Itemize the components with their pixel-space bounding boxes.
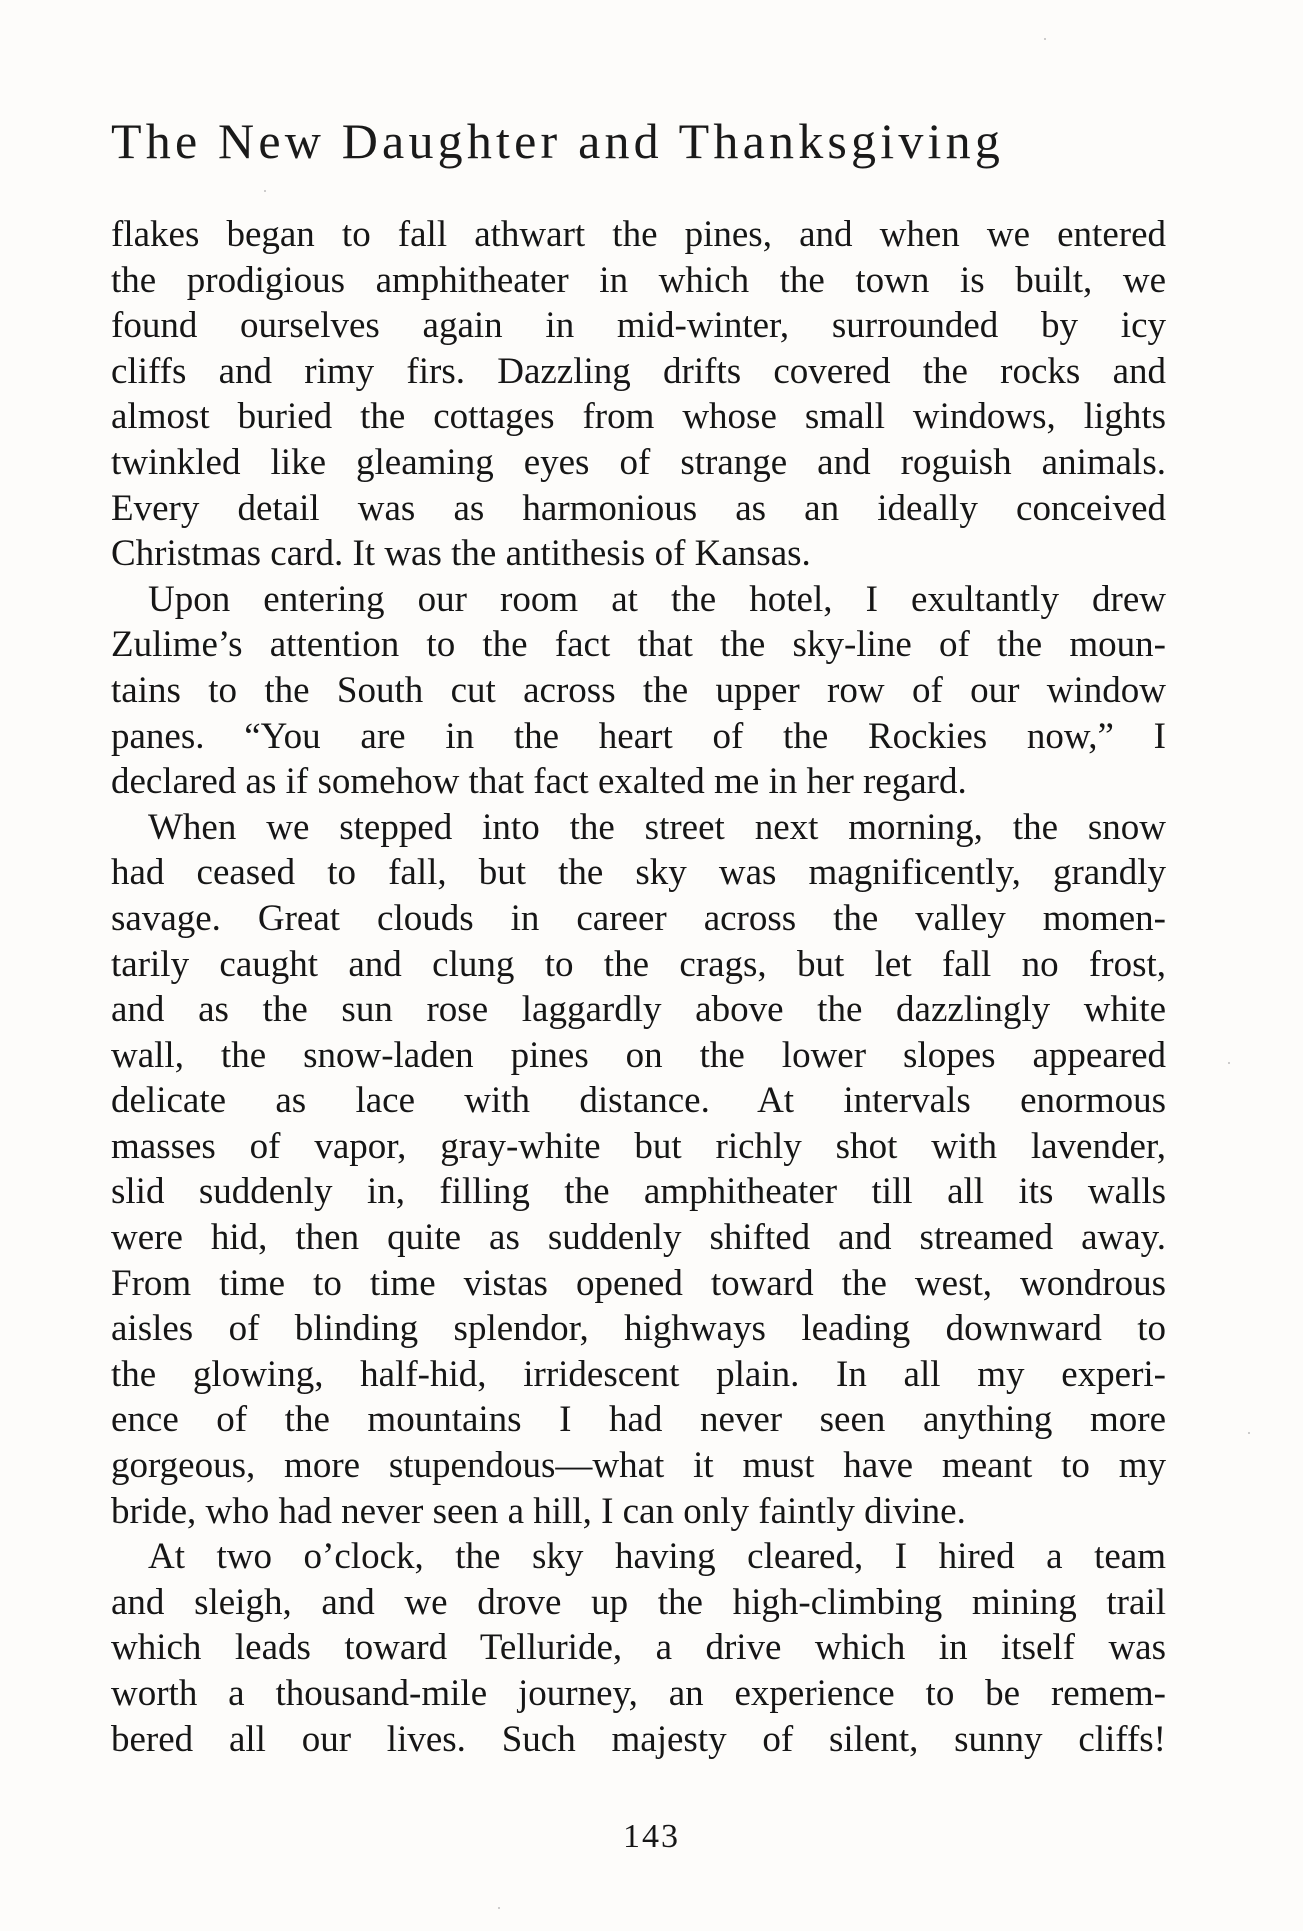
text-line: the prodigious amphitheater in which the town is built, we xyxy=(111,259,1166,301)
text-line: and as the sun rose laggardly above the dazzlingly white xyxy=(111,989,1166,1031)
text-line: aisles of blinding splendor, highways leading downward to xyxy=(111,1308,1166,1350)
text-line: cliffs and rimy firs. Dazzling drifts covered the rocks and xyxy=(111,350,1166,392)
text-line: bride, who had never seen a hill, I can only faintly divine. xyxy=(111,1490,966,1532)
paragraph-first-line: Upon entering our room at the hotel, I exultantly drew xyxy=(148,578,1166,620)
body-text xyxy=(111,212,1166,1762)
text-line: Zulime’s attention to the fact that the sky-line of the moun- xyxy=(111,624,1166,666)
text-line: declared as if somehow that fact exalted me in her regard. xyxy=(111,761,967,803)
text-line: tains to the South cut across the upper row of our window xyxy=(111,669,1166,711)
text-line: tarily caught and clung to the crags, but let fall no frost, xyxy=(111,943,1166,985)
scan-speck xyxy=(1248,1432,1250,1434)
text-line: From time to time vistas opened toward the west, wondrous xyxy=(111,1262,1166,1304)
text-line: almost buried the cottages from whose small windows, lights xyxy=(111,396,1166,438)
text-line: masses of vapor, gray-white but richly shot with lavender, xyxy=(111,1125,1166,1167)
text-line: the glowing, half-hid, irridescent plain. In all my experi- xyxy=(111,1353,1166,1395)
text-line: panes. “You are in the heart of the Rockies now,” I xyxy=(111,715,1166,757)
paragraph-first-line: When we stepped into the street next morning, the snow xyxy=(148,806,1166,848)
text-line: were hid, then quite as suddenly shifted and streamed away. xyxy=(111,1217,1166,1259)
text-line: ence of the mountains I had never seen anything more xyxy=(111,1399,1166,1441)
paragraph-first-line: At two o’clock, the sky having cleared, I hired a team xyxy=(148,1536,1166,1578)
text-line: which leads toward Telluride, a drive which in itself was xyxy=(111,1627,1166,1669)
text-line: savage. Great clouds in career across the valley momen- xyxy=(111,897,1166,939)
scan-speck xyxy=(1228,1062,1230,1064)
text-line: flakes began to fall athwart the pines, and when we entered xyxy=(111,214,1166,255)
text-line: and sleigh, and we drove up the high-climbing mining trail xyxy=(111,1581,1166,1623)
text-line: Christmas card. It was the antithesis of Kansas. xyxy=(111,533,811,575)
text-line: worth a thousand-mile journey, an experience to be remem- xyxy=(111,1673,1166,1714)
text-line: wall, the snow-laden pines on the lower slopes appeared xyxy=(111,1034,1166,1076)
text-line: delicate as lace with distance. At intervals enormous xyxy=(111,1080,1166,1122)
page-number: 143 xyxy=(623,1818,680,1855)
text-line: found ourselves again in mid-winter, surrounded by icy xyxy=(111,305,1166,347)
running-head: The New Daughter and Thanksgiving xyxy=(111,113,1005,169)
text-line: bered all our lives. Such majesty of silent, sunny cliffs! xyxy=(111,1718,1166,1760)
text-line: had ceased to fall, but the sky was magnificently, grandly xyxy=(111,852,1166,894)
scan-speck xyxy=(1044,38,1046,40)
text-line: slid suddenly in, filling the amphitheater till all its walls xyxy=(111,1171,1166,1213)
scan-speck xyxy=(264,190,266,192)
text-line: gorgeous, more stupendous—what it must have meant to my xyxy=(111,1445,1166,1487)
scan-speck xyxy=(498,1907,500,1909)
text-line: Every detail was as harmonious as an ideally conceived xyxy=(111,487,1166,529)
text-line: twinkled like gleaming eyes of strange and roguish animals. xyxy=(111,441,1166,483)
